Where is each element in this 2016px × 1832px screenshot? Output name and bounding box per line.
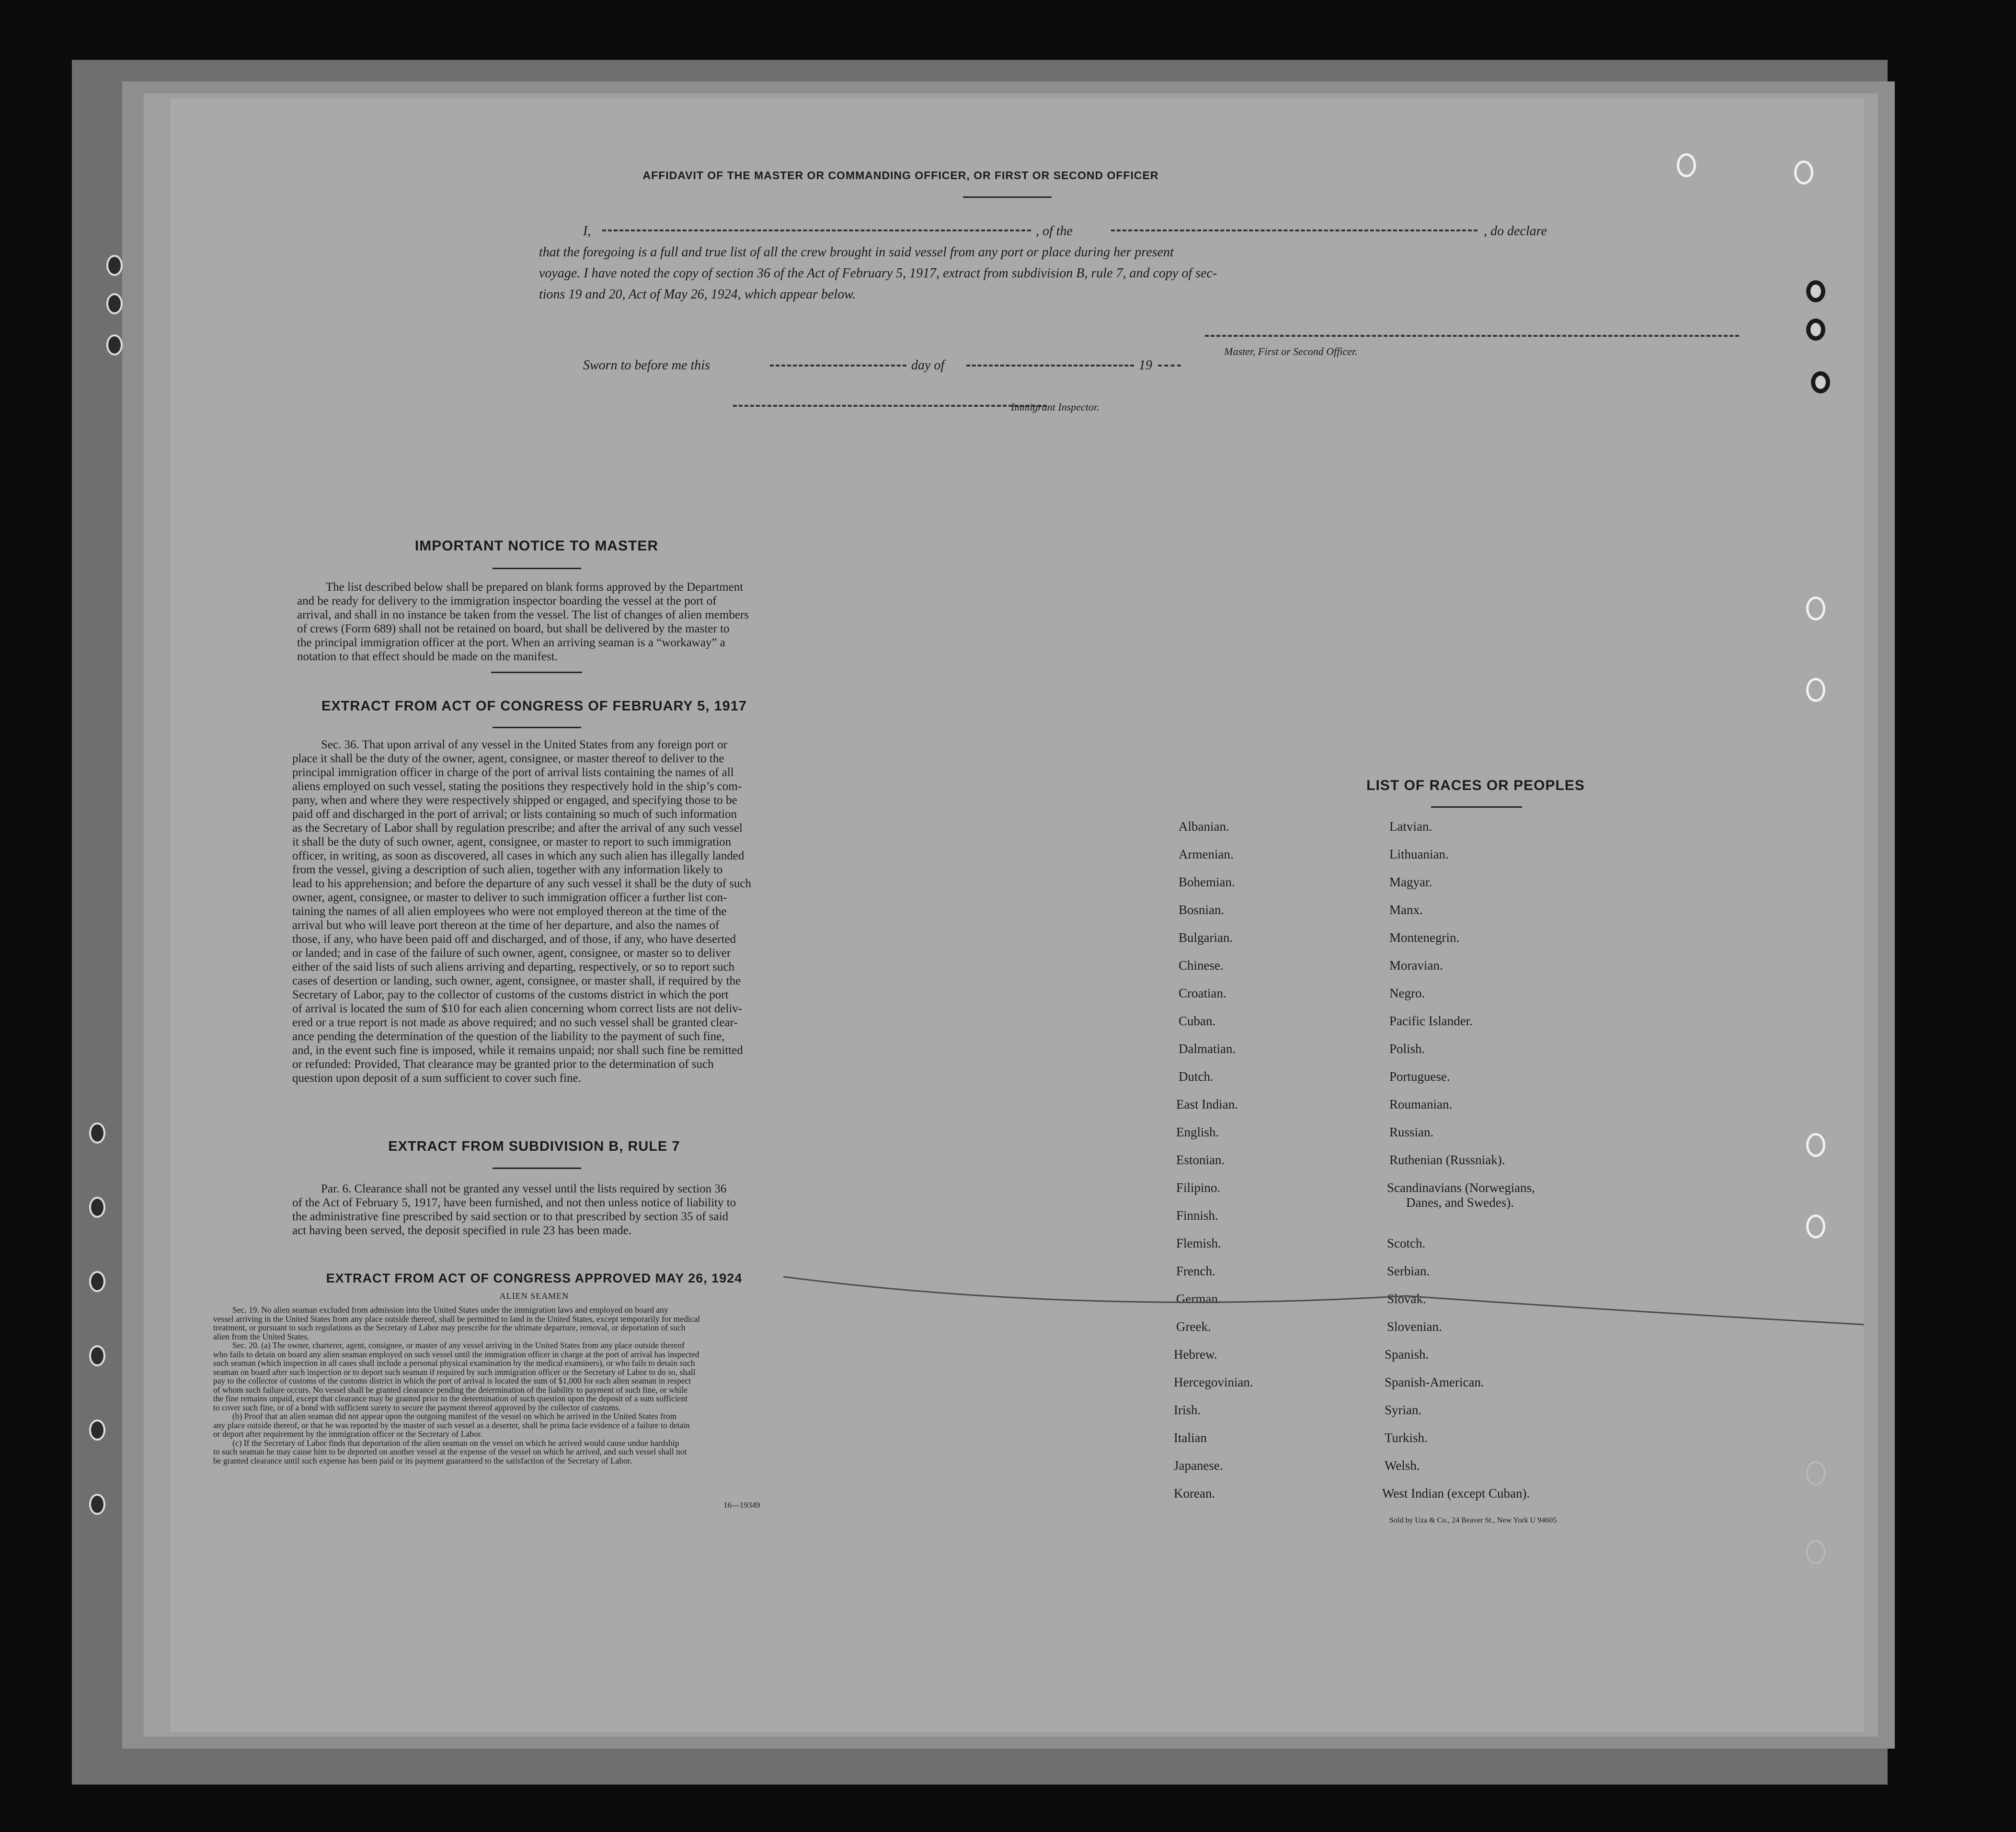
punch-hole-icon xyxy=(1806,596,1825,620)
extract-1917-line: taining the names of all alien employees who were not employed thereon at the time of the xyxy=(292,905,727,918)
race-item: Bohemian. xyxy=(1179,875,1235,889)
extract-1924-line: (c) If the Secretary of Labor finds that deportation of the alien seaman on the vessel on which he arrived would cause undue hardship xyxy=(232,1438,679,1448)
day-of-label: day of xyxy=(911,358,945,373)
extract-1924-subtitle: ALIEN SEAMEN xyxy=(499,1291,569,1301)
race-item: Hercegovinian. xyxy=(1174,1375,1253,1389)
form-number: 16—19349 xyxy=(723,1500,760,1510)
extract-1917-line: Sec. 36. That upon arrival of any vessel in the United States from any foreign port or xyxy=(321,738,727,751)
race-item: Spanish. xyxy=(1385,1347,1429,1362)
extract-1917-line: lead to his apprehension; and before the departure of any such vessel it shall be the duty of such xyxy=(292,877,752,890)
extract-1917-line: question upon deposit of a sum sufficient to cover such fine. xyxy=(292,1072,581,1085)
race-item: Portuguese. xyxy=(1389,1069,1450,1084)
race-item: Italian xyxy=(1174,1431,1207,1445)
extract-1924-line: of whom such failure occurs. No vessel shall be granted clearance pending the determination of the liability to payment of such fine, or while xyxy=(213,1385,687,1395)
race-item: Irish. xyxy=(1174,1403,1201,1417)
extract-1917-line: as the Secretary of Labor shall by regulation prescribe; and after the arrival of any such vessel xyxy=(292,822,743,835)
race-item: Ruthenian (Russniak). xyxy=(1389,1153,1505,1167)
extract-1917-line: paid off and discharged in the port of arrival; or lists containing so much of such information xyxy=(292,808,737,821)
extract-1917-line: aliens employed on such vessel, stating the positions they respectively hold in the ship’s com- xyxy=(292,780,742,793)
race-item: Dutch. xyxy=(1179,1069,1214,1084)
race-item: Polish. xyxy=(1389,1042,1425,1056)
extract-1924-line: the fine remains unpaid, except that clearance may be granted prior to the determination of such question upon the deposit of a sum sufficient xyxy=(213,1394,688,1403)
affidavit-i-label: I, xyxy=(583,224,591,239)
extract-1917-line: either of the said lists of such aliens arriving and departing, respectively, or so to report such xyxy=(292,961,735,973)
punch-hole-icon xyxy=(1794,160,1813,184)
punch-hole-icon xyxy=(1806,1133,1825,1157)
extract-1924-line: Sec. 20. (a) The owner, charterer, agent, consignee, or master of any vessel arriving in the United States from any place outside thereof xyxy=(232,1340,685,1350)
extract-1917-line: and, in the event such fine is imposed, while it remains unpaid; nor shall such fine be remitted xyxy=(292,1044,743,1057)
race-item: Slovak. xyxy=(1387,1292,1426,1306)
race-item: Japanese. xyxy=(1174,1458,1223,1473)
affidavit-title: AFFIDAVIT OF THE MASTER OR COMMANDING OFFICER, OR FIRST OR SECOND OFFICER xyxy=(642,169,1159,182)
extract-1924-line: (b) Proof that an alien seaman did not appear upon the outgoing manifest of the vessel on which he arrived in the United States from xyxy=(232,1411,677,1421)
race-item: Serbian. xyxy=(1387,1264,1430,1278)
race-item: Russian. xyxy=(1389,1125,1434,1139)
race-item: Negro. xyxy=(1389,986,1425,1000)
race-item: French. xyxy=(1176,1264,1215,1278)
notice-line: The list described below shall be prepared on blank forms approved by the Department xyxy=(326,581,744,594)
affidavit-line2: that the foregoing is a full and true list of all the crew brought in said vessel from any port or place during her present xyxy=(539,245,1174,260)
race-item: Manx. xyxy=(1389,903,1423,917)
race-item: Bulgarian. xyxy=(1179,930,1233,945)
race-item: Bosnian. xyxy=(1179,903,1225,917)
notice-line: and be ready for delivery to the immigration inspector boarding the vessel at the port of xyxy=(297,595,717,607)
race-item: Cuban. xyxy=(1179,1014,1216,1028)
race-item: Finnish. xyxy=(1176,1208,1218,1223)
race-item: Flemish. xyxy=(1176,1236,1221,1250)
subdivision-line: the administrative fine prescribed by said section or to that prescribed by section 35 of said xyxy=(292,1210,729,1223)
race-item: Danes, and Swedes). xyxy=(1406,1195,1514,1210)
race-item: Hebrew. xyxy=(1174,1347,1217,1362)
race-item: East Indian. xyxy=(1176,1097,1238,1111)
extract-1924-title: EXTRACT FROM ACT OF CONGRESS APPROVED MAY 26, 1924 xyxy=(326,1271,743,1285)
affidavit-line4: tions 19 and 20, Act of May 26, 1924, which appear below. xyxy=(539,287,856,302)
race-item: German. xyxy=(1176,1292,1221,1306)
race-item: Syrian. xyxy=(1385,1403,1422,1417)
race-item: Pacific Islander. xyxy=(1389,1014,1473,1028)
affidavit-line3: voyage. I have noted the copy of section 36 of the Act of February 5, 1917, extract from subdivision B, rule 7, and copy of sec- xyxy=(539,266,1217,281)
extract-1917-line: of arrival is located the sum of $10 for each alien concerning whom correct lists are not deliv- xyxy=(292,1002,743,1015)
race-item: Spanish-American. xyxy=(1385,1375,1484,1389)
extract-1917-line: place it shall be the duty of the owner, agent, consignee, or master thereof to deliver to the xyxy=(292,752,724,765)
punch-hole-icon xyxy=(1806,280,1825,302)
race-item: Dalmatian. xyxy=(1179,1042,1236,1056)
race-item: Filipino. xyxy=(1176,1180,1221,1195)
extract-1917-line: cases of desertion or landing, such owner, agent, consignee, or master shall, if required by the xyxy=(292,974,741,987)
extract-1924-line: to cover such fine, or of a bond with sufficient surety to secure the payment thereof approved by the collector of customs. xyxy=(213,1402,621,1412)
punch-hole-icon xyxy=(89,1122,105,1144)
sworn-prefix: Sworn to before me this xyxy=(583,358,710,373)
punch-hole-icon xyxy=(1806,1540,1825,1564)
punch-hole-icon xyxy=(89,1197,105,1218)
punch-hole-icon xyxy=(106,293,123,314)
notice-line: notation to that effect should be made on the manifest. xyxy=(297,650,558,663)
extract-1924-line: alien from the United States. xyxy=(213,1331,309,1341)
subdivision-line: act having been served, the deposit specified in rule 23 has been made. xyxy=(292,1224,632,1237)
extract-1917-line: or refunded: Provided, That clearance may be granted prior to the determination of such xyxy=(292,1058,714,1071)
extract-1917-line: pany, when and where they were respectively shipped or engaged, and specifying those to be xyxy=(292,794,737,807)
race-item: Scandinavians (Norwegians, xyxy=(1387,1180,1535,1195)
race-item: Croatian. xyxy=(1179,986,1226,1000)
punch-hole-icon xyxy=(1806,319,1825,341)
notice-line: of crews (Form 689) shall not be retained on board, but shall be delivered by the master to xyxy=(297,622,730,635)
punch-hole-icon xyxy=(106,255,123,276)
affidavit-of-label: , of the xyxy=(1036,224,1073,239)
extract-1924-line: pay to the collector of customs of the customs district in which the port of arrival is located the sum of $1,000 for each alien seaman in respect xyxy=(213,1376,691,1385)
extract-1917-line: ered or a true report is not made as above required; and no such vessel shall be granted clear- xyxy=(292,1016,738,1029)
race-item: Scotch. xyxy=(1387,1236,1426,1250)
punch-hole-icon xyxy=(1806,678,1825,702)
race-item: West Indian (except Cuban). xyxy=(1382,1486,1530,1500)
document-page xyxy=(170,98,1864,1732)
extract-1917-line: from the vessel, giving a description of such alien, together with any information likely to xyxy=(292,863,723,876)
race-item: Magyar. xyxy=(1389,875,1432,889)
race-item: Moravian. xyxy=(1389,958,1443,973)
extract-1917-line: owner, agent, consignee, or master to deliver to such immigration officer a further list con- xyxy=(292,891,727,904)
inspector-label: Immigrant Inspector. xyxy=(1011,401,1100,413)
race-item: Latvian. xyxy=(1389,819,1432,834)
notice-line: the principal immigration officer at the port. When an arriving seaman is a “workaway” a xyxy=(297,636,725,649)
race-item: English. xyxy=(1176,1125,1219,1139)
race-item: Albanian. xyxy=(1179,819,1229,834)
race-item: Slovenian. xyxy=(1387,1319,1442,1334)
notice-line: arrival, and shall in no instance be taken from the vessel. The list of changes of alien members xyxy=(297,608,749,621)
extract-1924-line: or deport after requirement by the immigration officer or the Secretary of Labor. xyxy=(213,1429,482,1439)
punch-hole-icon xyxy=(89,1345,105,1366)
race-item: Korean. xyxy=(1174,1486,1215,1500)
extract-1924-line: who fails to detain on board any alien seaman employed on such vessel until the immigration officer in charge at the port of arrival has inspected xyxy=(213,1349,699,1359)
extract-1917-line: it shall be the duty of such owner, agent, consignee, or master to report to such immigration xyxy=(292,836,732,848)
punch-hole-icon xyxy=(106,334,123,355)
extract-1917-line: or landed; and in case of the failure of such owner, agent, consignee, or master so to deliver xyxy=(292,947,731,960)
punch-hole-icon xyxy=(1806,1461,1825,1485)
extract-1924-line: vessel arriving in the United States from any place outside thereof, shall be permitted to land in the United States, except temporarily for medical xyxy=(213,1314,700,1324)
extract-1924-line: any place outside thereof, or that he was reported by the master of such vessel as a deserter, shall be prima facie evidence of a failure to detain xyxy=(213,1420,690,1430)
subdivision-line: Par. 6. Clearance shall not be granted any vessel until the lists required by section 36 xyxy=(321,1182,727,1195)
punch-hole-icon xyxy=(89,1271,105,1292)
extract-1917-line: ance pending the determination of the question of the liability to the payment of such fine, xyxy=(292,1030,725,1043)
race-item: Estonian. xyxy=(1176,1153,1225,1167)
race-item: Armenian. xyxy=(1179,847,1234,861)
race-item: Welsh. xyxy=(1385,1458,1420,1473)
extract-1917-line: principal immigration officer in charge of the port of arrival lists containing the names of all xyxy=(292,766,734,779)
punch-hole-icon xyxy=(1677,153,1696,177)
affidavit-declare-label: , do declare xyxy=(1484,224,1547,239)
year-prefix: 19 xyxy=(1139,358,1152,373)
race-item: Montenegrin. xyxy=(1389,930,1460,945)
extract-1917-title: EXTRACT FROM ACT OF CONGRESS OF FEBRUARY 5, 1917 xyxy=(321,698,747,714)
punch-hole-icon xyxy=(89,1420,105,1441)
fold-crease-line xyxy=(170,98,1864,1732)
extract-1917-line: officer, in writing, as soon as discovered, all cases in which any such alien has illegally landed xyxy=(292,849,745,862)
extract-1917-line: Secretary of Labor, pay to the collector of customs of the customs district in which the port xyxy=(292,988,729,1001)
notice-title: IMPORTANT NOTICE TO MASTER xyxy=(414,538,659,554)
punch-hole-icon xyxy=(1806,1214,1825,1238)
race-item: Roumanian. xyxy=(1389,1097,1453,1111)
race-item: Greek. xyxy=(1176,1319,1211,1334)
subdivision-line: of the Act of February 5, 1917, have been furnished, and not then unless notice of liability to xyxy=(292,1196,736,1209)
master-label: Master, First or Second Officer. xyxy=(1224,345,1358,357)
race-item: Lithuanian. xyxy=(1389,847,1449,861)
punch-hole-icon xyxy=(89,1494,105,1515)
races-title: LIST OF RACES OR PEOPLES xyxy=(1366,778,1585,793)
extract-1924-line: to such seaman he may cause him to be deported on another vessel at the expense of the vessel on which he arrived, and such vessel shall not xyxy=(213,1447,687,1456)
extract-1924-line: seaman on board after such inspection or to deport such seaman if required by such immigration officer or the Secretary of Labor to do so, shall xyxy=(213,1367,696,1377)
printer-imprint: Sold by Uza & Co., 24 Beaver St., New York U 94605 xyxy=(1389,1516,1557,1524)
race-item: Chinese. xyxy=(1179,958,1224,973)
race-item: Turkish. xyxy=(1385,1431,1428,1445)
extract-1924-line: be granted clearance until such expense has been paid or its payment guaranteed to the satisfaction of the Secretary of Labor. xyxy=(213,1455,632,1466)
punch-hole-icon xyxy=(1811,371,1830,393)
extract-1917-line: arrival but who will leave port thereon at the time of her departure, and also the names of xyxy=(292,919,720,932)
subdivision-title: EXTRACT FROM SUBDIVISION B, RULE 7 xyxy=(388,1139,680,1154)
extract-1924-line: such seaman (which inspection in all cases shall include a personal physical examination by the medical examiners), or who fails to detain such xyxy=(213,1358,695,1368)
extract-1917-line: those, if any, who have been paid off and discharged, and of those, if any, who have deserted xyxy=(292,933,736,946)
extract-1924-line: treatment, or pursuant to such regulations as the Secretary of Labor may prescribe for the ultimate departure, removal, or deportation of such xyxy=(213,1323,686,1332)
extract-1924-line: Sec. 19. No alien seaman excluded from admission into the United States under the immigration laws and employed on board any xyxy=(232,1305,668,1315)
